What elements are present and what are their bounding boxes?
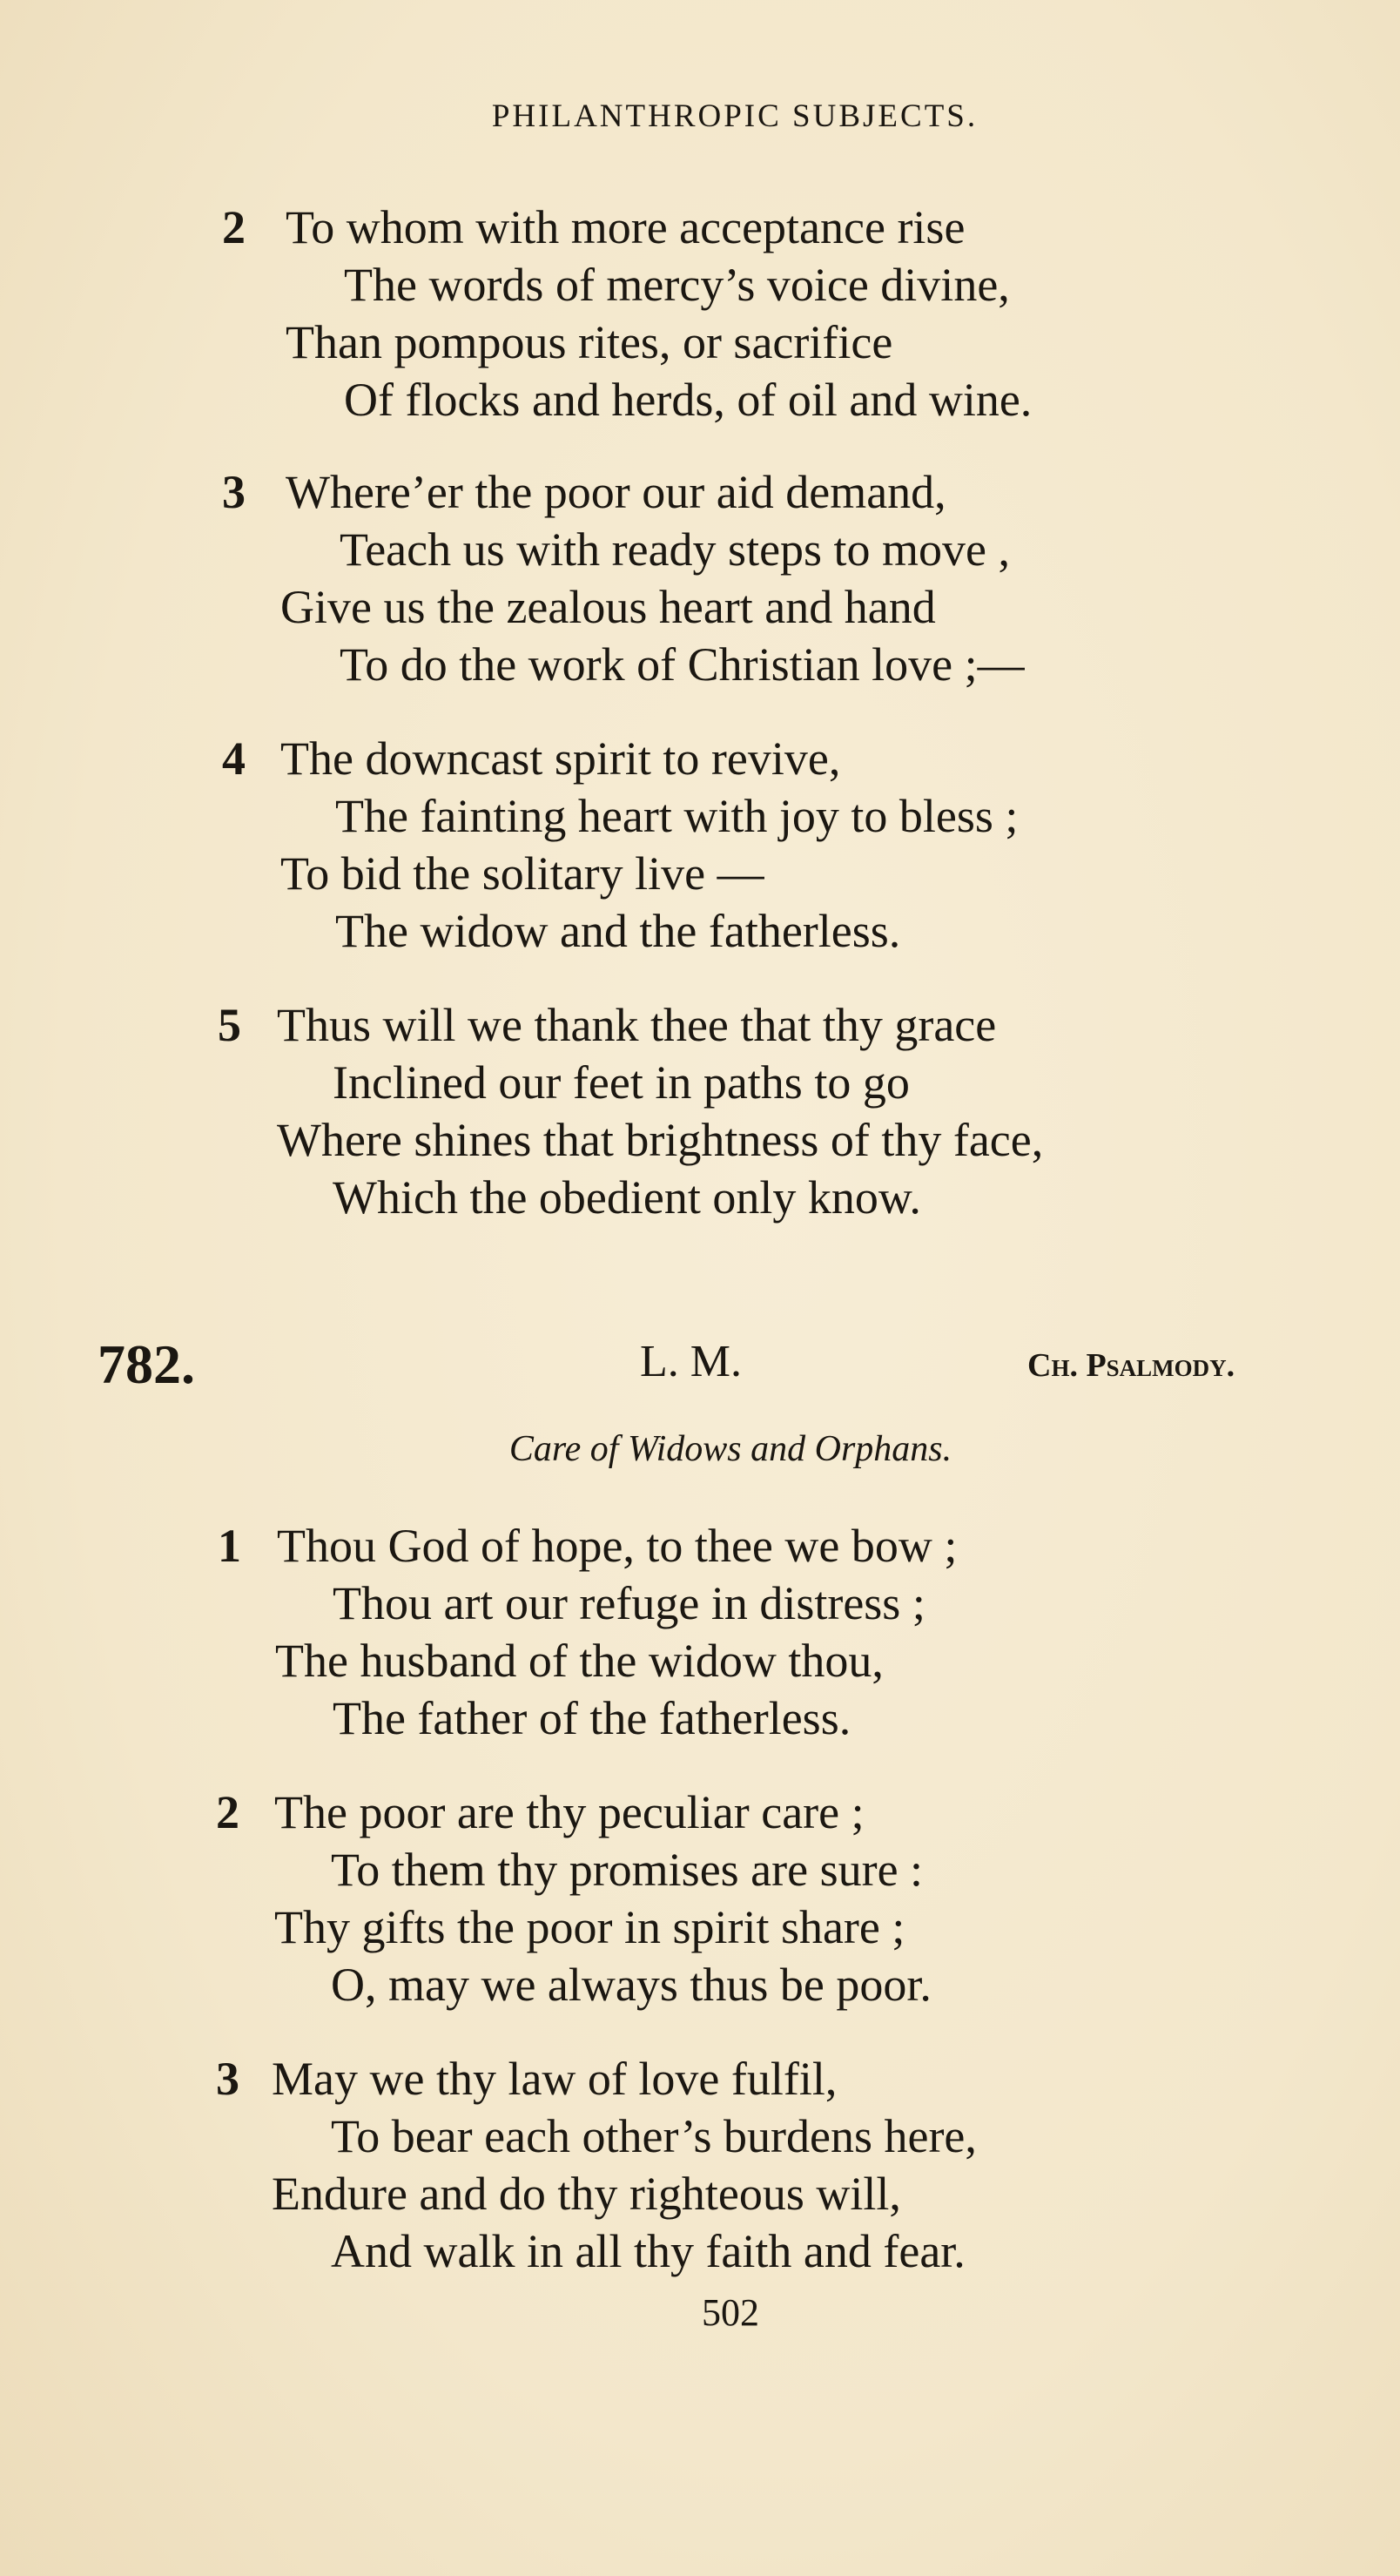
verse-line: Of flocks and herds, of oil and wine.	[344, 374, 1033, 426]
hymn-meter: L. M.	[640, 1337, 742, 1386]
hymn-tune: Ch. Psalmody.	[1027, 1347, 1235, 1384]
verse-line: The fainting heart with joy to bless ;	[335, 790, 1019, 842]
verse-line: The widow and the fatherless.	[335, 905, 901, 957]
verse-line: Where shines that brightness of thy face,	[277, 1114, 1044, 1166]
stanza-number: 1	[218, 1520, 241, 1572]
running-head: PHILANTHROPIC SUBJECTS.	[491, 98, 979, 134]
verse-line: The husband of the widow thou,	[275, 1635, 884, 1687]
verse-line: Thou God of hope, to thee we bow ;	[277, 1520, 958, 1572]
verse-line: The father of the fatherless.	[333, 1692, 851, 1744]
verse-line: Where’er the poor our aid demand,	[286, 466, 946, 518]
verse-line: Thy gifts the poor in spirit share ;	[274, 1901, 905, 1953]
hymn-title: Care of Widows and Orphans.	[508, 1429, 952, 1469]
verse-line: To do the work of Christian love ;—	[340, 638, 1025, 691]
verse-line: Teach us with ready steps to move ,	[340, 523, 1011, 576]
stanza-number: 2	[216, 1786, 239, 1838]
verse-line: The downcast spirit to revive,	[280, 732, 841, 785]
stanza-number: 3	[216, 2053, 239, 2105]
verse-line: To bid the solitary live —	[280, 847, 764, 900]
stanza-number: 4	[222, 732, 246, 785]
hymn-number: 782.	[98, 1333, 195, 1395]
verse-line: Endure and do thy righteous will,	[272, 2168, 901, 2220]
verse-line: The words of mercy’s voice divine,	[344, 259, 1010, 311]
verse-line: O, may we always thus be poor.	[331, 1959, 932, 2011]
verse-line: May we thy law of love fulfil,	[272, 2053, 838, 2105]
verse-line: The poor are thy peculiar care ;	[274, 1786, 865, 1838]
verse-line: Thou art our refuge in distress ;	[333, 1577, 925, 1629]
stanza-number: 2	[222, 201, 246, 253]
verse-line: Give us the zealous heart and hand	[280, 581, 936, 633]
verse-line: And walk in all thy faith and fear.	[331, 2225, 966, 2277]
verse-line: To bear each other’s burdens here,	[331, 2110, 977, 2162]
verse-line: Than pompous rites, or sacrifice	[286, 316, 893, 368]
stanza-number: 5	[218, 999, 241, 1051]
verse-line: Which the obedient only know.	[333, 1171, 921, 1224]
stanza-number: 3	[222, 466, 246, 518]
verse-line: Thus will we thank thee that thy grace	[277, 999, 997, 1051]
page-number: 502	[702, 2291, 759, 2334]
verse-line: To whom with more acceptance rise	[286, 201, 966, 253]
verse-line: Inclined our feet in paths to go	[333, 1056, 910, 1109]
hymn-header	[0, 1332, 1400, 1402]
verse-line: To them thy promises are sure :	[331, 1844, 924, 1896]
